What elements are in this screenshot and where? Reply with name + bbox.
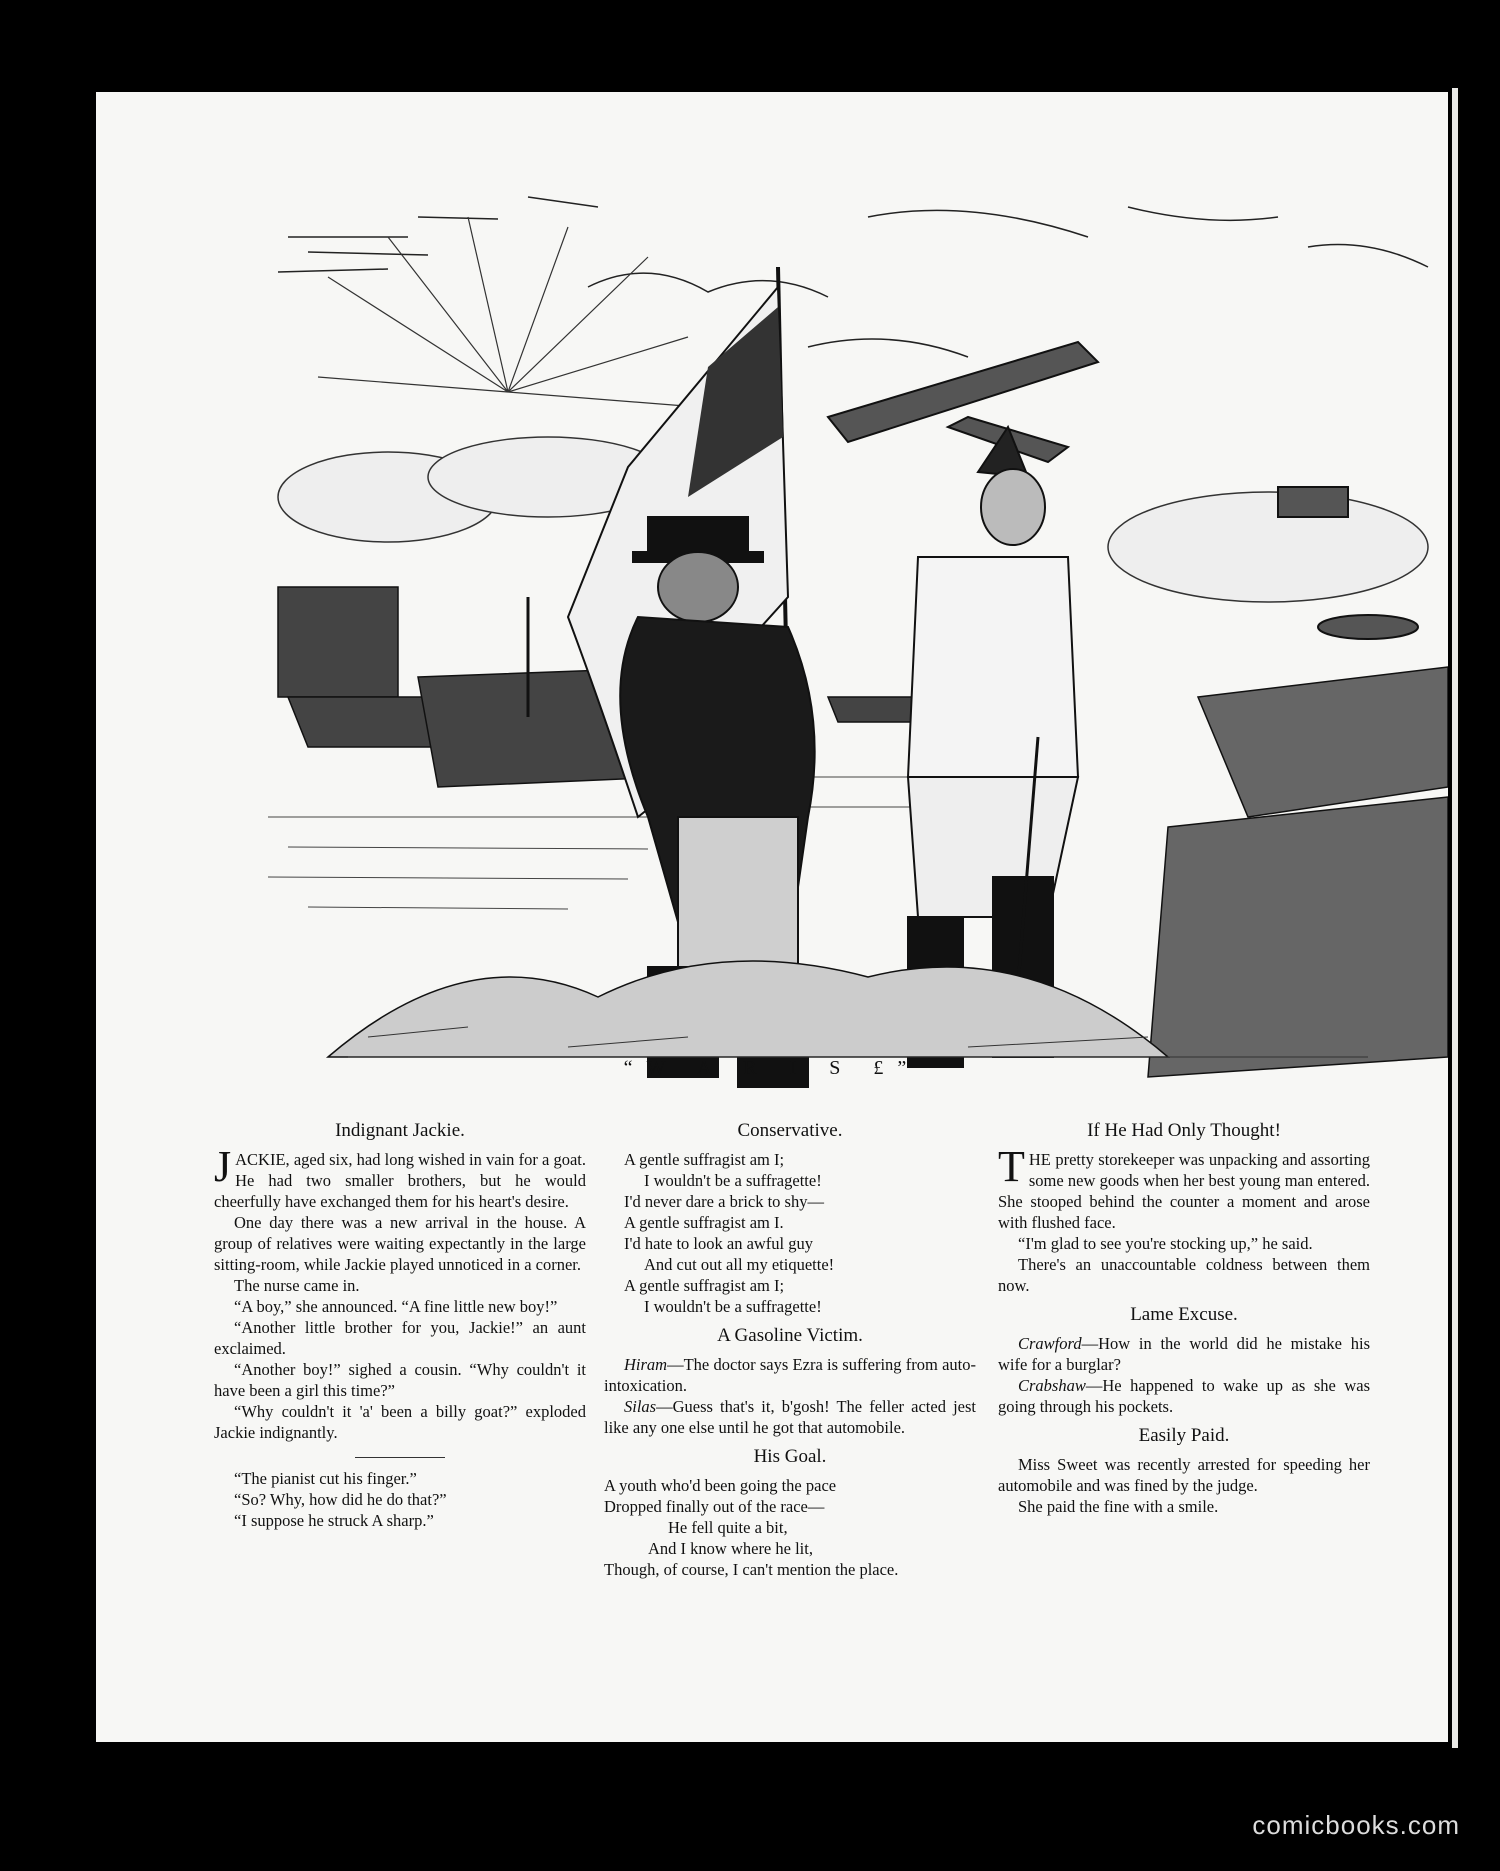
speaker-name: Crabshaw — [1018, 1376, 1086, 1395]
poem-his-goal — [604, 1475, 976, 1580]
speaker-name: Silas — [624, 1397, 657, 1416]
joke-block — [214, 1468, 586, 1531]
poem-title: His Goal. — [753, 1446, 827, 1467]
verse-line: A gentle suffragist am I. — [624, 1213, 784, 1232]
drop-cap: J — [214, 1142, 232, 1191]
dialogue-text: —He happened to wake up as she was going through his pockets. — [998, 1376, 1370, 1416]
article-title: If He Had Only Thought! — [1087, 1120, 1281, 1141]
column-3 — [998, 1112, 1370, 1517]
verse-line: He fell quite a bit, — [668, 1518, 788, 1537]
dialogue-text: —The doctor says Ezra is suffering from auto-intoxication. — [604, 1355, 976, 1395]
verse-line: A gentle suffragist am I; — [624, 1276, 785, 1295]
verse-line: And cut out all my etiquette! — [644, 1255, 835, 1274]
verse-line: And I know where he lit, — [648, 1539, 813, 1558]
poem-conservative — [604, 1149, 976, 1317]
article-paragraph: There's an unaccountable coldness between them now. — [998, 1255, 1370, 1295]
article-title: Easily Paid. — [1138, 1425, 1230, 1446]
article-title: Indignant Jackie. — [335, 1120, 465, 1141]
article-paragraph: “Another boy!” sighed a cousin. “Why couldn't it have been a girl this time?” — [214, 1360, 586, 1400]
dialogue-line — [998, 1333, 1370, 1375]
dialogue-text: —How in the world did he mistake his wife for a burglar? — [998, 1334, 1370, 1374]
section-divider — [355, 1457, 445, 1458]
verse-line: A youth who'd been going the pace — [604, 1476, 837, 1495]
article-paragraph — [214, 1142, 586, 1212]
verse-line: Though, of course, I can't mention the place. — [604, 1560, 899, 1579]
site-watermark: comicbooks.com — [1252, 1810, 1460, 1840]
verse-line: Dropped finally out of the race— — [604, 1497, 825, 1516]
article-paragraph: One day there was a new arrival in the house. A group of relatives were waiting expectantly in the large sitting-room, while Jackie played unnoticed in a corner. — [214, 1213, 586, 1274]
column-1 — [214, 1112, 586, 1531]
article-paragraph: “Another little brother for you, Jackie!” an aunt exclaimed. — [214, 1318, 586, 1358]
article-title: Lame Excuse. — [1130, 1304, 1238, 1325]
war-is-pound-illustration — [268, 177, 1448, 1147]
article-paragraph: The nurse came in. — [234, 1276, 360, 1295]
joke-line: “I suppose he struck A sharp.” — [234, 1511, 434, 1530]
speaker-name: Crawford — [1018, 1334, 1082, 1353]
dialogue-line — [604, 1354, 976, 1396]
article-paragraph: She paid the fine with a smile. — [1018, 1497, 1219, 1516]
dialogue-text: —Guess that's it, b'gosh! The feller acted jest like any one else until he got that automobile. — [604, 1397, 976, 1437]
joke-line: “The pianist cut his finger.” — [234, 1469, 417, 1488]
verse-line: I'd never dare a brick to shy— — [624, 1192, 824, 1211]
article-paragraph: “I'm glad to see you're stocking up,” he said. — [1018, 1234, 1313, 1253]
article-paragraph: Miss Sweet was recently arrested for speeding her automobile and was fined by the judge. — [998, 1455, 1370, 1495]
speaker-name: Hiram — [624, 1355, 668, 1374]
verse-line: A gentle suffragist am I; — [624, 1150, 785, 1169]
paragraph-text: HE pretty storekeeper was unpacking and assorting some new goods when her best young man entered. She stooped behind the counter a moment and arose with flushed face. — [998, 1150, 1370, 1232]
dialogue-line — [604, 1396, 976, 1438]
magazine-page — [96, 92, 1448, 1742]
dialogue-line — [998, 1375, 1370, 1417]
poem-title: Conservative. — [737, 1120, 843, 1141]
verse-line: I wouldn't be a suffragette! — [644, 1171, 822, 1190]
article-title: A Gasoline Victim. — [717, 1325, 863, 1346]
page-spine-edge — [1452, 88, 1458, 1748]
verse-line: I'd hate to look an awful guy — [624, 1234, 814, 1253]
article-paragraph — [998, 1142, 1370, 1233]
article-paragraph: “A boy,” she announced. “A fine little new boy!” — [234, 1297, 558, 1316]
column-2 — [604, 1112, 976, 1580]
verse-line: I wouldn't be a suffragette! — [644, 1297, 822, 1316]
article-paragraph: “Why couldn't it 'a' been a billy goat?” exploded Jackie indignantly. — [214, 1402, 586, 1442]
cartoon-caption: “W A R I S £” — [623, 1057, 921, 1079]
paragraph-text: ACKIE, aged six, had long wished in vain for a goat. He had two smaller brothers, but he would cheerfully have exchanged them for his heart's desire. — [214, 1150, 586, 1211]
drop-cap: T — [998, 1142, 1025, 1191]
joke-line: “So? Why, how did he do that?” — [234, 1490, 447, 1509]
